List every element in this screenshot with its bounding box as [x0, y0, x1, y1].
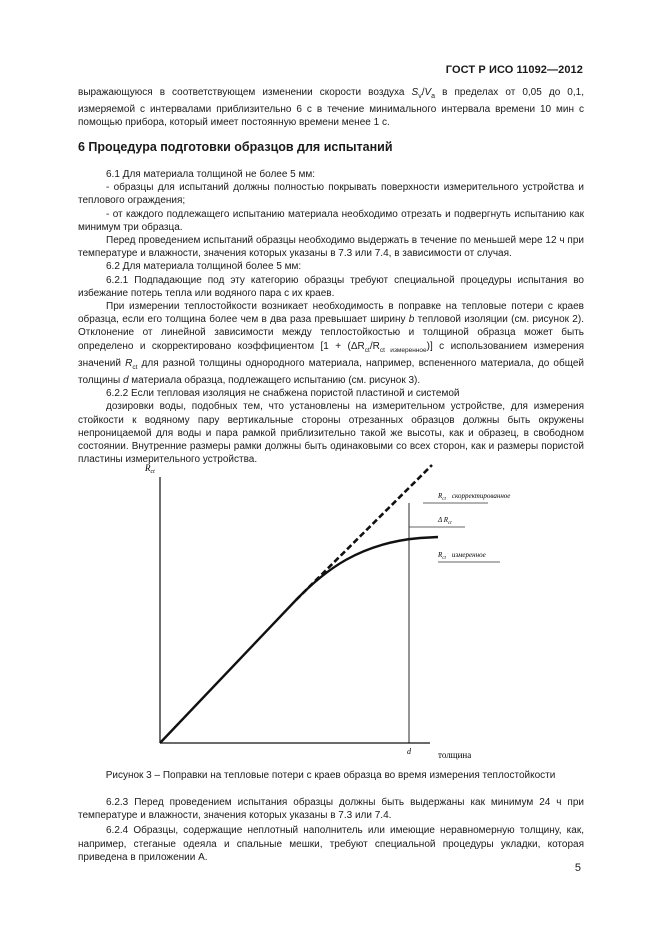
- section-6-body: [78, 168, 584, 466]
- intro-text-end: в пределах от 0,05 до 0,1, измеряемой с интервалами приблизительно 6 с в течение минимального интервала времени 10 мин с помощью прибора, который имеет постоянную времени менее 1 с.: [78, 87, 584, 129]
- figure-caption: Рисунок 3 – Поправки на тепловые потери с краев образца во время измерения теплостойкости: [105, 770, 556, 781]
- label-corrected: $R_{ct}$ скорректированное: [438, 492, 511, 502]
- para-6-1: 6.1 Для материала толщиной не более 5 мм:: [106, 169, 316, 180]
- page-number: 5: [574, 862, 581, 874]
- para-6-2-1-b: [78, 300, 584, 387]
- para-6-1-b: - от каждого подлежащего испытанию материала необходимо отрезать и подвергнуть испытанию как минимум три образца.: [78, 208, 584, 233]
- measured-curve: [160, 537, 438, 743]
- text-run: тепловой изоляции (см. рисунок 2). Отклонение от линейной зависимости между теплостойкостью и толщиной образца может быть определено и скорректировано коэффициентом [1 + (ΔR: [78, 314, 584, 352]
- x-tick-d: d: [407, 747, 411, 756]
- para-6-2-2-b: дозировки воды, подобных тем, что установлены на измерительном устройстве, для измерения стойкости к водяному пару вертикальные стороны отрезанных образцов должны быть окружены непроницаемой для воды и пара рамкой приблизительно такой же высоты, как и образец, в свободном состоянии. Внутренние размеры рамки должны быть одинаковыми со всех сторон, как и размеры пористой пластины измерительного устройства.: [78, 401, 584, 466]
- intro-paragraph: [78, 86, 584, 130]
- subscript: ct: [364, 346, 370, 354]
- para-6-1-a: - образцы для испытаний должны полностью покрывать поверхности измерительного устройства и теплового ограждения;: [78, 182, 584, 207]
- label-delta: Δ $R_{ct}$: [438, 516, 452, 526]
- text-run: материала образца, подлежащего испытанию (см. рисунок 3).: [128, 375, 421, 387]
- text-run: для разной толщины однородного материала, например, вспененного материала, до общей толщины: [78, 357, 584, 387]
- document-header: ГОСТ Р ИСО 11092—2012: [445, 64, 583, 76]
- label-measured: $R_{ct}$ измеренное: [438, 551, 486, 561]
- symbol-s-sub: v: [418, 93, 422, 100]
- section-after-figure: [78, 796, 584, 864]
- section-heading: 6 Процедура подготовки образцов для испытаний: [78, 140, 393, 154]
- para-6-1-c: Перед проведением испытаний образцы необходимо выдержать в течение по меньшей мере 12 ч при температуре и влажности, значения которых указаны в 7.3 или 7.4, в зависимости от случая.: [78, 235, 584, 260]
- symbol-v: V: [424, 87, 432, 98]
- x-axis-label: толщина: [438, 750, 472, 760]
- intro-text-start: выражающуюся в соответствующем изменении скорости воздуха: [78, 87, 412, 98]
- subscript: ct: [132, 363, 138, 371]
- para-6-2-2: 6.2.2 Если тепловая изоляция не снабжена пористой пластиной и системой: [106, 388, 460, 400]
- y-axis-label: $R_{ct}$: [145, 463, 155, 475]
- para-6-2-4: 6.2.4 Образцы, содержащие неплотный наполнитель или имеющие неравномерную толщину, как, например, стеганые одеяла и спальные мешки, требуют специальной процедуры укладки, которая приведена в приложении А.: [78, 825, 584, 863]
- para-6-2-1: 6.2.1 Подпадающие под эту категорию образцы требуют специальной процедуры испытания во избежание потерь тепла или водяного пара с их краев.: [78, 274, 584, 299]
- symbol-d: d: [122, 375, 129, 387]
- para-6-2-3: 6.2.3 Перед проведением испытания образцы должны быть выдержаны как минимум 24 ч при температуре и влажности, значения которых указаны в 7.3 или 7.4.: [78, 797, 584, 822]
- symbol-v-sub: a: [431, 93, 436, 100]
- text-run: )] с использованием измерения значений: [78, 340, 584, 369]
- symbol-r: R: [125, 357, 133, 369]
- corrected-dashed-line: [296, 465, 432, 600]
- symbol-slash: /: [421, 87, 425, 98]
- symbol-s: S: [411, 87, 419, 98]
- figure-3-diagram: [120, 455, 560, 770]
- para-6-2: 6.2 Для материала толщиной более 5 мм:: [106, 261, 302, 273]
- subscript: ct измеренное: [379, 346, 427, 354]
- text-run: При измерении теплостойкости возникает необходимость в поправке на тепловые потери с краев образца, если его толщина более чем в два раза превышает ширину: [78, 301, 584, 326]
- symbol-b: b: [408, 314, 415, 326]
- text-run: /R: [369, 340, 380, 352]
